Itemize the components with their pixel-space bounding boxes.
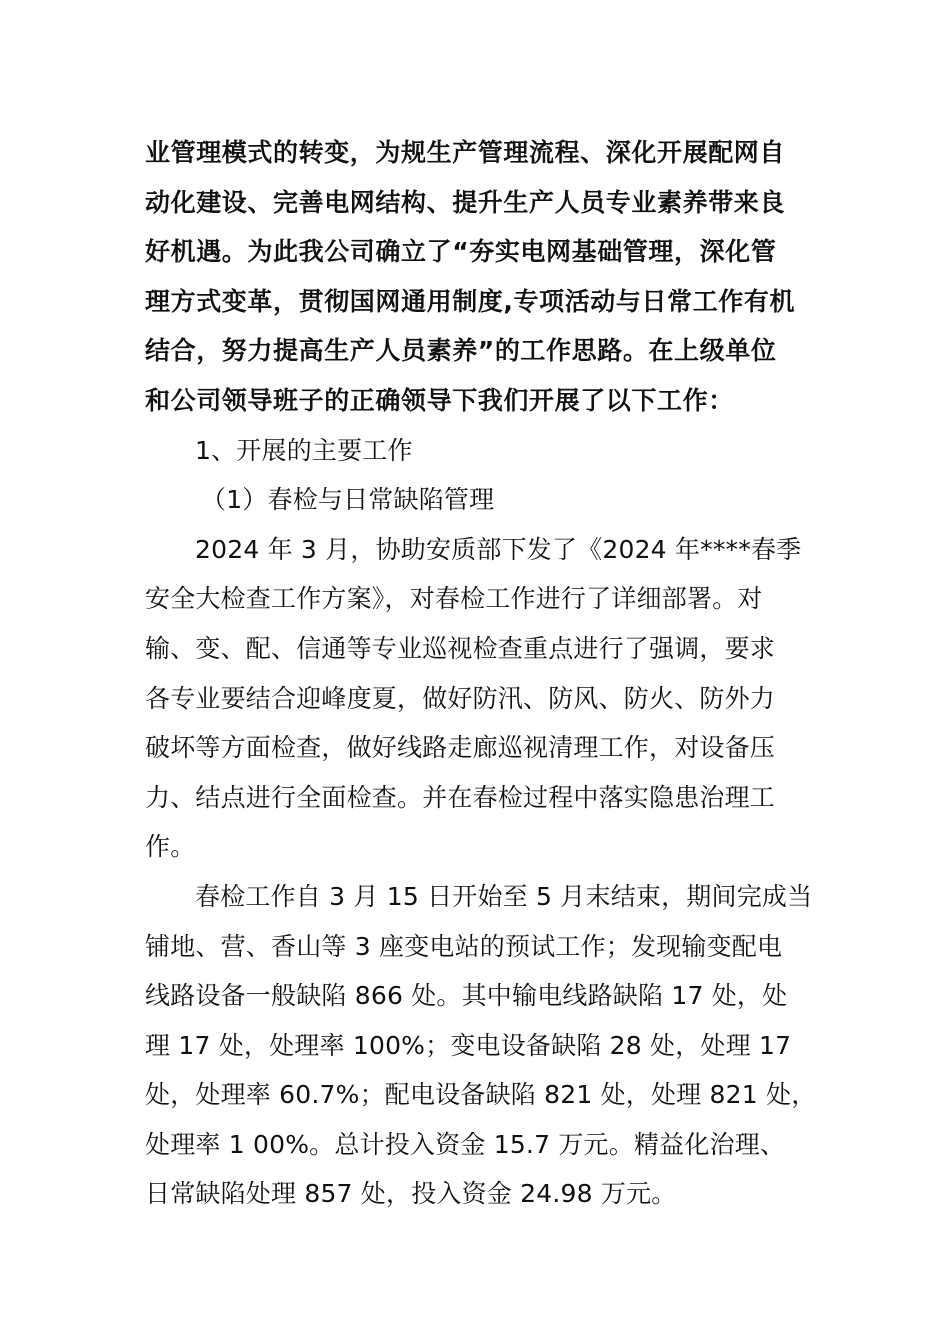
intro-bold-paragraph (145, 128, 810, 426)
paragraph-defect-statistics (145, 872, 817, 1219)
subsection-heading: （1）春检与日常缺陷管理 (201, 485, 495, 515)
text-line: 安全大检查工作方案》，对春检工作进行了详细部署。对 (145, 584, 763, 614)
text-line: 作。 (145, 832, 196, 862)
text-line: 理方式变革，贯彻国网通用制度,专项活动与日常工作有机 (145, 286, 796, 316)
text-line: 业管理模式的转变，为规生产管理流程、深化开展配网自 (145, 138, 786, 167)
text-line: 线路设备一般缺陷 866 处。其中输电线路缺陷 17 处，处 (145, 981, 788, 1011)
text-line: 各专业要结合迎峰度夏，做好防汛、防风、防火、防外力 (145, 683, 776, 713)
text-line: 处，处理率 60.7%；配电设备缺陷 821 处，处理 821 处， (145, 1080, 817, 1110)
text-line: 破坏等方面检查，做好线路走廊巡视清理工作，对设备压 (145, 733, 776, 763)
text-line: 动化建设、完善电网结构、提升生产人员专业素养带来良 (145, 187, 786, 217)
text-line: 输、变、配、信通等专业巡视检查重点进行了强调，要求 (145, 633, 776, 663)
section-heading: 1、开展的主要工作 (195, 435, 413, 465)
text-line: 春检工作自 3 月 15 日开始至 5 月末结束，期间完成当 (195, 881, 813, 911)
text-line: 和公司领导班子的正确领导下我们开展了以下工作： (145, 385, 734, 415)
text-line: 铺地、营、香山等 3 座变电站的预试工作；发现输变配电 (145, 931, 783, 961)
text-line: 理 17 处，处理率 100%；变电设备缺陷 28 处，处理 17 (145, 1030, 792, 1060)
text-line: 结合，努力提高生产人员素养”的工作思路。在上级单位 (145, 336, 777, 366)
text-line: 2024 年 3 月，协助安质部下发了《2024 年****春季 (195, 534, 802, 564)
paragraph-spring-inspection (145, 525, 810, 872)
document-body (145, 128, 817, 1219)
text-line: 日常缺陷处理 857 处，投入资金 24.98 万元。 (145, 1179, 677, 1209)
text-line: 处理率 1 00%。总计投入资金 15.7 万元。精益化治理、 (145, 1129, 786, 1159)
text-line: 好机遇。为此我公司确立了“夯实电网基础管理，深化管 (145, 237, 777, 267)
text-line: 力、结点进行全面检查。并在春检过程中落实隐患治理工 (145, 782, 776, 812)
